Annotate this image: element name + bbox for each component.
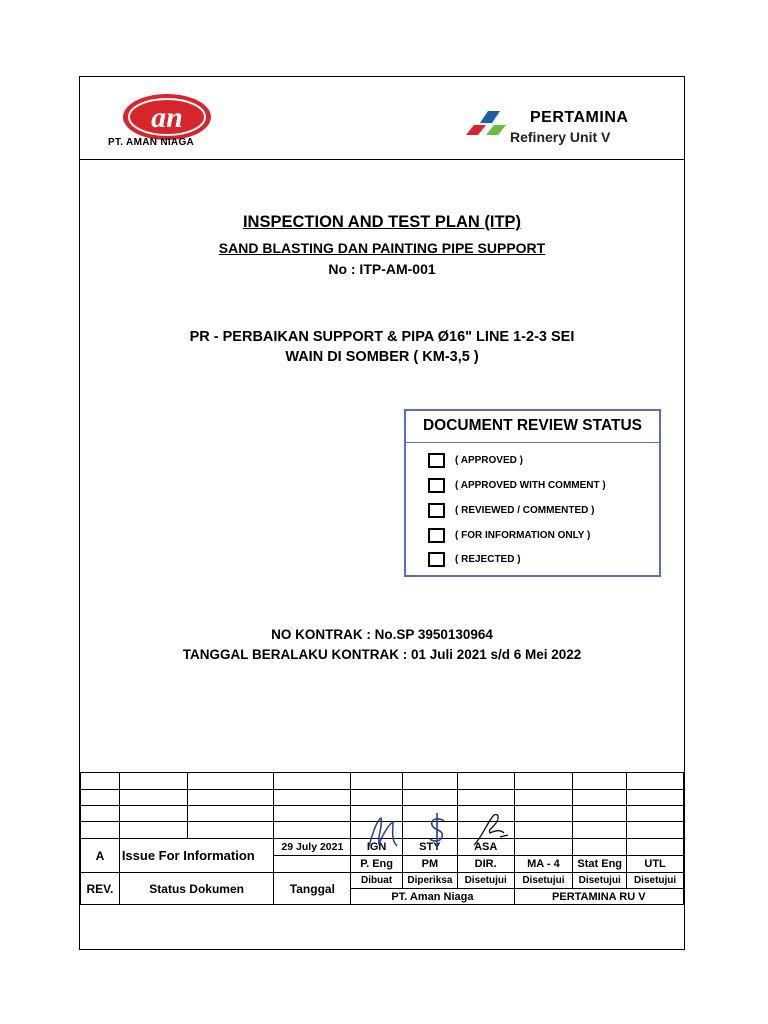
initials-cell: ASA xyxy=(457,839,514,856)
action-cell: Dibuat xyxy=(351,873,403,889)
document-review-status-box xyxy=(404,409,661,577)
signature-sty xyxy=(420,809,456,851)
table-row xyxy=(81,773,684,790)
role-cell: MA - 4 xyxy=(514,856,573,873)
review-option-for-information-only[interactable] xyxy=(428,526,590,544)
pertamina-name: PERTAMINA xyxy=(530,109,629,126)
review-option-approved[interactable] xyxy=(428,451,523,469)
aman-niaga-name: PT. AMAN NIAGA xyxy=(108,137,195,148)
project-title-line1: PR - PERBAIKAN SUPPORT & PIPA Ø16" LINE 1-2-3 SEI xyxy=(189,329,575,345)
review-option-label: ( APPROVED WITH COMMENT ) xyxy=(455,479,606,491)
document-number: No : ITP-AM-001 xyxy=(328,261,436,277)
document-subtitle: SAND BLASTING DAN PAINTING PIPE SUPPORT xyxy=(218,240,546,256)
document-frame xyxy=(79,76,685,950)
for-information-only-checkbox[interactable] xyxy=(428,528,445,543)
company-cell: PERTAMINA RU V xyxy=(514,889,683,905)
approved-with-comment-checkbox[interactable] xyxy=(428,478,445,493)
review-option-rejected[interactable] xyxy=(428,550,521,568)
reviewed-commented-checkbox[interactable] xyxy=(428,503,445,518)
company-cell: PT. Aman Niaga xyxy=(351,889,514,905)
review-option-reviewed-commented[interactable] xyxy=(428,501,594,519)
action-cell: Disetujui xyxy=(627,873,684,889)
rev-header: REV. xyxy=(81,873,120,905)
review-option-label: ( REJECTED ) xyxy=(455,553,521,565)
revision-code: A xyxy=(81,839,120,873)
signature-ign xyxy=(363,812,403,852)
role-cell: PM xyxy=(402,856,457,873)
role-cell: UTL xyxy=(627,856,684,873)
document-title: INSPECTION AND TEST PLAN (ITP) xyxy=(242,213,522,231)
review-option-label: ( FOR INFORMATION ONLY ) xyxy=(455,529,591,541)
action-cell: Disetujui xyxy=(573,873,627,889)
role-cell: P. Eng xyxy=(351,856,403,873)
revision-status: Issue For Information xyxy=(119,839,274,873)
rejected-checkbox[interactable] xyxy=(428,552,445,567)
contract-number: NO KONTRAK : No.SP 3950130964 xyxy=(271,627,493,642)
pertamina-unit: Refinery Unit V xyxy=(510,129,611,145)
signature-asa xyxy=(470,809,514,849)
status-header: Status Dokumen xyxy=(119,873,274,905)
svg-text:an: an xyxy=(151,101,183,134)
table-row xyxy=(81,790,684,806)
review-option-label: ( APPROVED ) xyxy=(455,454,523,466)
contract-validity: TANGGAL BERALAKU KONTRAK : 01 Juli 2021 s/d 6 Mei 2022 xyxy=(182,647,582,662)
header-divider xyxy=(80,159,684,160)
role-cell: Stat Eng xyxy=(573,856,627,873)
initials-cell: STY xyxy=(402,839,457,856)
review-option-label: ( REVIEWED / COMMENTED ) xyxy=(455,504,595,516)
action-cell: Disetujui xyxy=(457,873,514,889)
date-header: Tanggal xyxy=(274,873,351,905)
revision-date: 29 July 2021 xyxy=(274,839,351,856)
action-cell: Diperiksa xyxy=(402,873,457,889)
project-title-line2: WAIN DI SOMBER ( KM-3,5 ) xyxy=(285,349,479,365)
review-status-divider xyxy=(406,442,659,443)
initials-cell: IGN xyxy=(351,839,403,856)
approved-checkbox[interactable] xyxy=(428,453,445,468)
review-status-title: DOCUMENT REVIEW STATUS xyxy=(422,417,642,434)
action-cell: Disetujui xyxy=(514,873,573,889)
role-cell: DIR. xyxy=(457,856,514,873)
review-option-approved-with-comment[interactable] xyxy=(428,476,606,494)
table-row-actions xyxy=(81,873,684,889)
